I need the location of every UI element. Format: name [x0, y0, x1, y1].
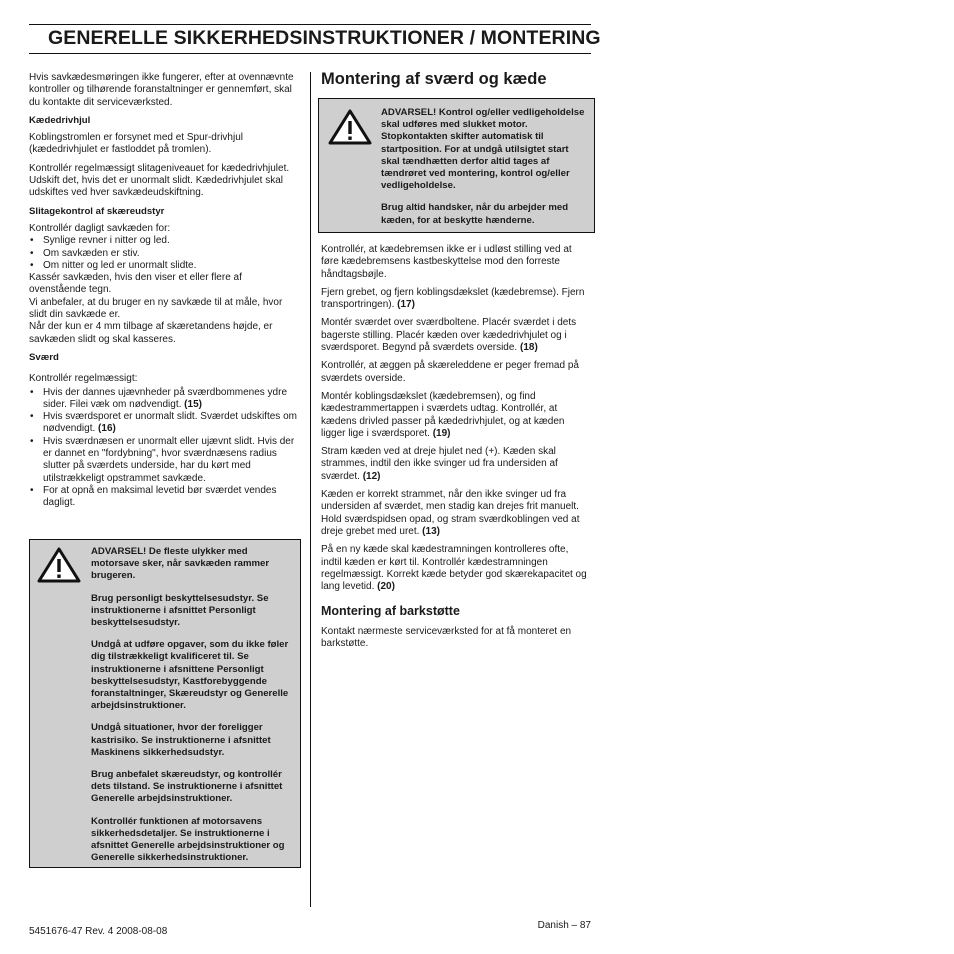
warning-paragraph: Brug anbefalet skæreudstyr, og kontrollér dets tilstand. Se instruktionerne i afsnittet Generelle arbejdsinstruktioner. [91, 769, 283, 805]
paragraph: Montér koblingsdækslet (kædebremsen), og find kædestrammertappen i sværdets udtag. Kontrollér, at kædens drivled passer på kædedrivhjulet, og at kæden ligger lige i sværdsporet. (19) [321, 390, 565, 439]
warning-paragraph: Kontrollér funktionen af motorsavens sikkerhedsdetaljer. Se instruktionerne i afsnittet Generelle arbejdsinstruktioner og Generelle sikkerhedsinstruktioner. [91, 815, 285, 864]
paragraph: Kontakt nærmeste serviceværksted for at få monteret en barkstøtte. [321, 625, 572, 650]
paragraph: Vi anbefaler, at du bruger en ny savkæde til at måle, hvor slidt din savkæde er. [29, 296, 283, 321]
figure-ref: (18) [520, 342, 538, 354]
section-heading-bar: Sværd [29, 351, 59, 363]
figure-ref: (12) [362, 470, 381, 482]
warning-box-right [318, 98, 595, 233]
paragraph: Når der kun er 4 mm tilbage af skæretandens højde, er savkæden slidt og skal kasseres. [29, 321, 273, 345]
warning-paragraph: Undgå situationer, hvor der foreligger kastrisiko. Se instruktionerne i afsnittet Maskinens sikkerhedsudstyr. [91, 722, 271, 758]
paragraph: Stram kæden ved at dreje hjulet ned (+). Kæden skal strammes, indtil den ikke svinger ud fra undersiden af sværdet. (12) [321, 446, 558, 482]
warning-text-right [381, 107, 586, 227]
figure-ref: (15) [184, 398, 202, 410]
list-item: • Om nitter og led er unormalt slidte. [29, 260, 299, 272]
warning-paragraph: Brug altid handsker, når du arbejder med kæden, for at beskytte hænderne. [381, 202, 569, 226]
left-column [29, 72, 299, 510]
figure-ref: (20) [377, 581, 395, 593]
section-title: Montering af sværd og kæde [321, 70, 547, 88]
paragraph: Kontrollér dagligt savkæden for: [29, 222, 171, 234]
list-item: • Synlige revner i nitter og led. [29, 235, 299, 247]
paragraph: Kontrollér regelmæssigt slitageniveauet for kædedrivhjulet. Udskift det, hvis det er unormalt slidt. Kædedrivhjulet skal udskiftes ved hver savkædeudskiftning. [29, 162, 290, 199]
paragraph: Kæden er korrekt strammet, når den ikke svinger ud fra undersiden af sværdet, men stadig kan drejes frit manuelt. Hold sværdspidsen opad, og stram sværdkoblingen ved at dreje grebet med uret. (13) [321, 489, 580, 537]
figure-ref: (16) [98, 423, 116, 435]
paragraph: Fjern grebet, og fjern koblingsdækslet (kædebremse). Fjern transportringen). (17) [321, 286, 585, 311]
right-column [321, 244, 591, 656]
warning-paragraph: Brug personligt beskyttelsesudstyr. Se instruktionerne i afsnittet Personligt beskyttelsesudstyr. [91, 592, 269, 629]
paragraph: Kontrollér regelmæssigt: [29, 373, 138, 385]
header-rule-top [29, 24, 591, 25]
page-title: GENERELLE SIKKERHEDSINSTRUKTIONER / MONTERING [48, 27, 601, 49]
list-item: • Hvis sværdnæsen er unormalt eller ujævnt slidt. Hvis der er dannet en "fordybning", hvor sværdnæsens radius slutter på sværdets underside, har du kørt med utilstrækkeligt opstrammet savkæde. [29, 436, 299, 485]
warning-triangle-icon [36, 546, 88, 586]
header-rule-bottom [29, 53, 591, 54]
footer-document-id: 5451676-47 Rev. 4 2008-08-08 [29, 926, 168, 937]
section-heading-drive-sprocket: Kædedrivhjul [29, 114, 91, 126]
warning-paragraph: Undgå at udføre opgaver, som du ikke føler dig tilstrækkeligt kvalificeret til. Se instruktionerne i afsnittene Personligt beskyttelsesudstyr, Kastforebyggende foranstaltninger, Skæreudstyr og Generelle arbejdsinstruktioner. [91, 639, 289, 712]
footer-page-number: Danish – 87 [537, 920, 591, 931]
list-item: • Hvis der dannes ujævnheder på sværdbommenes ydre sider. Filei væk om nødvendigt. (15) [29, 387, 299, 412]
subsection-title-bark-support: Montering af barkstøtte [321, 604, 460, 619]
paragraph: Koblingstromlen er forsynet med et Spur-drivhjul (kædedrivhjulet er fastloddet på tromlen). [29, 132, 243, 156]
warning-paragraph: ADVARSEL! Kontrol og/eller vedligeholdelse skal udføres med slukket motor. Stopkontakten skifter automatisk til startposition. For at undgå utilsigtet start skal tændhætten derfor altid tages af tændrøret ved montering, kontrol og/eller vedligeholdelse. [381, 107, 585, 192]
warning-triangle-icon [327, 108, 379, 148]
paragraph: Kontrollér, at æggen på skæreleddene er peger fremad på sværdets overside. [321, 360, 579, 384]
intro-paragraph: Hvis savkædesmøringen ikke fungerer, efter at ovennævnte kontroller og tilhørende foranstaltninger er gennemført, skal du kontakte dit serviceværksted. [29, 72, 294, 108]
paragraph: Kassér savkæden, hvis den viser et eller flere af ovenstående tegn. [29, 272, 242, 296]
column-divider [310, 72, 311, 907]
figure-ref: (17) [397, 299, 415, 311]
paragraph: På en ny kæde skal kædestramningen kontrolleres ofte, indtil kæden er kørt til. Kontrollér kædestramningen regelmæssigt. Korrekt kæde betyder god skærekapacitet og lang levetid. (20) [321, 544, 587, 593]
section-heading-wear-check: Slitagekontrol af skæreudstyr [29, 205, 165, 217]
warning-paragraph: ADVARSEL! De fleste ulykker med motorsave sker, når savkæden rammer brugeren. [91, 546, 270, 582]
list-item: • Om savkæden er stiv. [29, 248, 299, 260]
list-item: • For at opnå en maksimal levetid bør sværdet vendes dagligt. [29, 485, 299, 510]
warning-text-left [91, 546, 291, 864]
warning-box-left [29, 539, 301, 868]
paragraph: Montér sværdet over sværdboltene. Placér sværdet i dets bagerste stilling. Placér kæden over kædedrivhjulet og i sværdsporet. Begynd på sværdets overside. (18) [321, 317, 577, 354]
figure-ref: (13) [422, 525, 440, 537]
figure-ref: (19) [432, 427, 451, 439]
list-item: • Hvis sværdsporet er unormalt slidt. Sværdet udskiftes om nødvendigt. (16) [29, 411, 299, 436]
paragraph: Kontrollér, at kædebremsen ikke er i udløst stilling ved at føre kædebremsens kastbeskyttelse mod den forreste håndtagsbøjle. [321, 244, 572, 280]
